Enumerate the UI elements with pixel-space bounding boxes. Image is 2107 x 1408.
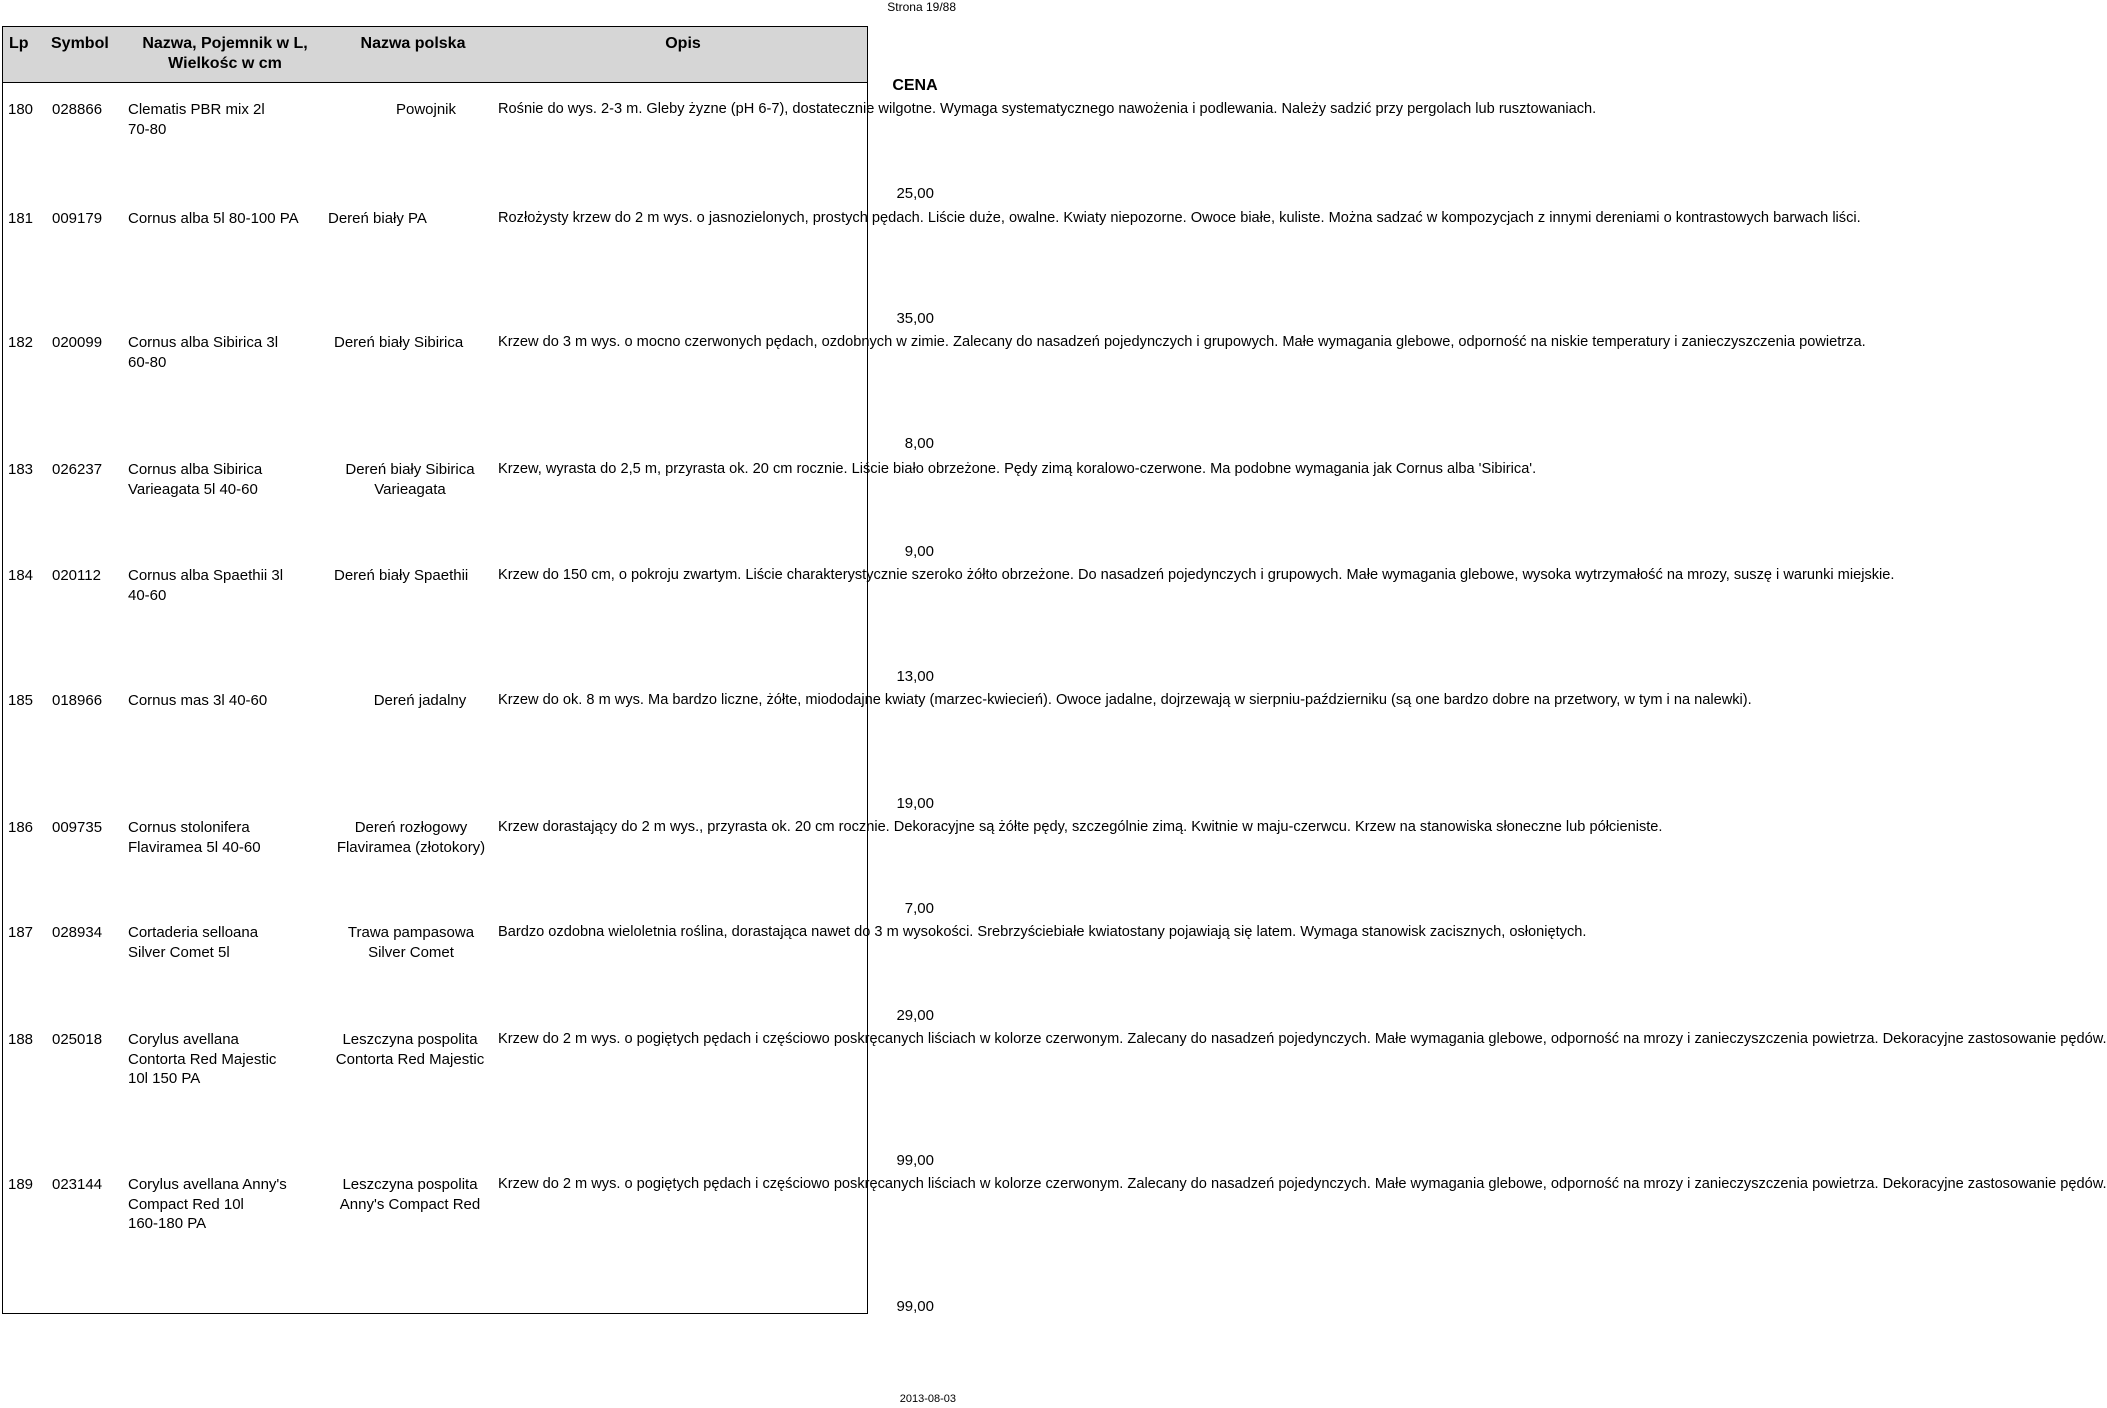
header-polish-name: Nazwa polska (360, 35, 466, 52)
row-symbol: 026237 (52, 461, 103, 478)
row-price: 99,00 (896, 1298, 934, 1315)
row-description: Krzew dorastający do 2 m wys., przyrasta ok. 20 cm rocznie. Dekoracyjne są żółte pędy, szczególnie zimą. Kwitnie w maju-czerwcu. Krzew na stanowiska słoneczne lub półcieniste. (498, 819, 1663, 835)
row-lp: 182 (8, 334, 34, 351)
row-polish-name: Dereń biały Sibirica Varieagata (345, 461, 475, 498)
row-name: Clematis PBR mix 2l 70-80 (128, 101, 265, 138)
row-name: Cornus alba Sibirica 3l 60-80 (128, 334, 279, 371)
row-symbol: 025018 (52, 1031, 103, 1048)
row-polish-name: Leszczyna pospolita Anny's Compact Red (339, 1176, 481, 1213)
row-name: Cornus alba Sibirica Varieagata 5l 40-60 (128, 461, 263, 498)
row-symbol: 018966 (52, 692, 103, 709)
row-symbol: 028934 (52, 924, 103, 941)
row-lp: 187 (8, 924, 34, 941)
row-lp: 186 (8, 819, 34, 836)
row-description: Krzew, wyrasta do 2,5 m, przyrasta ok. 20 cm rocznie. Liście biało obrzeżone. Pędy zimą koralowo-czerwone. Ma podobne wymagania jak Cornus alba 'Sibirica'. (498, 461, 1537, 477)
header-symbol: Symbol (51, 35, 109, 52)
table-header (3, 27, 867, 83)
row-name: Cortaderia selloana Silver Comet 5l (128, 924, 259, 961)
row-description: Krzew do 2 m wys. o pogiętych pędach i częściowo poskręcanych liściach w kolorze czerwonym. Zalecany do nasadzeń pojedynczych. Małe wymagania glebowe, odporność na mrozy i zanieczyszczenia powietrza. Dekoracyjne zastosowanie pędów. (498, 1031, 2107, 1047)
row-lp: 188 (8, 1031, 34, 1048)
row-polish-name: Trawa pampasowa Silver Comet (347, 924, 475, 961)
row-lp: 180 (8, 101, 34, 118)
row-price: 8,00 (904, 435, 934, 452)
header-description: Opis (665, 35, 701, 52)
row-symbol: 009735 (52, 819, 103, 836)
row-description: Krzew do 2 m wys. o pogiętych pędach i częściowo poskręcanych liściach w kolorze czerwonym. Zalecany do nasadzeń pojedynczych. Małe wymagania glebowe, odporność na mrozy i zanieczyszczenia powietrza. Dekoracyjne zastosowanie pędów. (498, 1176, 2107, 1192)
row-description: Krzew do 150 cm, o pokroju zwartym. Liście charakterystycznie szeroko żółto obrzeżone. Do nasadzeń pojedynczych i grupowych. Małe wymagania glebowe, wysoka wytrzymałość na mrozy, suszę i warunki miejskie. (498, 567, 1895, 583)
row-price: 99,00 (896, 1152, 934, 1169)
page-number: Strona 19/88 (887, 0, 956, 14)
row-polish-name: Dereń rozłogowy Flaviramea (złotokory) (336, 819, 486, 856)
row-price: 29,00 (896, 1007, 934, 1024)
print-date: 2013-08-03 (899, 1393, 956, 1405)
row-lp: 183 (8, 461, 34, 478)
row-symbol: 023144 (52, 1176, 103, 1193)
row-description: Bardzo ozdobna wieloletnia roślina, dorastająca nawet do 3 m wysokości. Srebrzyściebiałe kwiatostany pojawiają się latem. Wymaga stanowisk zacisznych, osłoniętych. (498, 924, 1587, 940)
row-price: 19,00 (896, 795, 934, 812)
row-polish-name: Leszczyna pospolita Contorta Red Majestic (335, 1031, 485, 1068)
row-polish-name: Powojnik (395, 101, 457, 118)
row-lp: 181 (8, 210, 34, 227)
row-description: Krzew do ok. 8 m wys. Ma bardzo liczne, żółte, miododajne kwiaty (marzec-kwiecień). Owoce jadalne, dojrzewają w sierpniu-październiku (są one bardzo dobre na przetwory, w tym i na nalewki). (498, 692, 1752, 708)
row-lp: 189 (8, 1176, 34, 1193)
row-name: Corylus avellana Contorta Red Majestic 10l 150 PA (128, 1031, 277, 1087)
row-name: Cornus mas 3l 40-60 (128, 692, 268, 709)
row-description: Krzew do 3 m wys. o mocno czerwonych pędach, ozdobnych w zimie. Zalecany do nasadzeń pojedynczych i grupowych. Małe wymagania glebowe, odporność na niskie temperatury i zanieczyszczenia powietrza. (498, 334, 1866, 350)
row-symbol: 020099 (52, 334, 103, 351)
row-name: Cornus alba Spaethii 3l 40-60 (128, 567, 284, 604)
row-symbol: 028866 (52, 101, 103, 118)
row-price: 25,00 (896, 185, 934, 202)
row-polish-name: Dereń biały PA (328, 210, 427, 227)
row-name: Cornus alba 5l 80-100 PA (128, 210, 299, 227)
row-polish-name: Dereń biały Spaethii (334, 567, 469, 584)
row-description: Rozłożysty krzew do 2 m wys. o jasnozielonych, prostych pędach. Liście duże, owalne. Kwiaty niepozorne. Owoce białe, kuliste. Można sadzać w kompozycjach z innymi dereniami o kontrastowych barwach liści. (498, 210, 1861, 226)
header-lp: Lp (9, 35, 29, 52)
row-name: Corylus avellana Anny's Compact Red 10l 160-180 PA (128, 1176, 287, 1232)
row-price: 35,00 (896, 310, 934, 327)
row-price: 9,00 (904, 543, 934, 560)
header-price: CENA (892, 77, 938, 94)
row-description: Rośnie do wys. 2-3 m. Gleby żyzne (pH 6-7), dostatecznie wilgotne. Wymaga systematycznego nawożenia i podlewania. Należy sadzić przy pergolach lub rusztowaniach. (498, 101, 1597, 117)
header-name: Nazwa, Pojemnik w L, Wielkośc w cm (142, 35, 308, 72)
row-polish-name: Dereń jadalny (373, 692, 467, 709)
row-symbol: 020112 (52, 567, 101, 584)
row-name: Cornus stolonifera Flaviramea 5l 40-60 (128, 819, 261, 856)
row-symbol: 009179 (52, 210, 103, 227)
row-lp: 185 (8, 692, 34, 709)
row-lp: 184 (8, 567, 34, 584)
row-price: 7,00 (904, 900, 934, 917)
row-polish-name: Dereń biały Sibirica (334, 334, 464, 351)
row-price: 13,00 (896, 668, 934, 685)
